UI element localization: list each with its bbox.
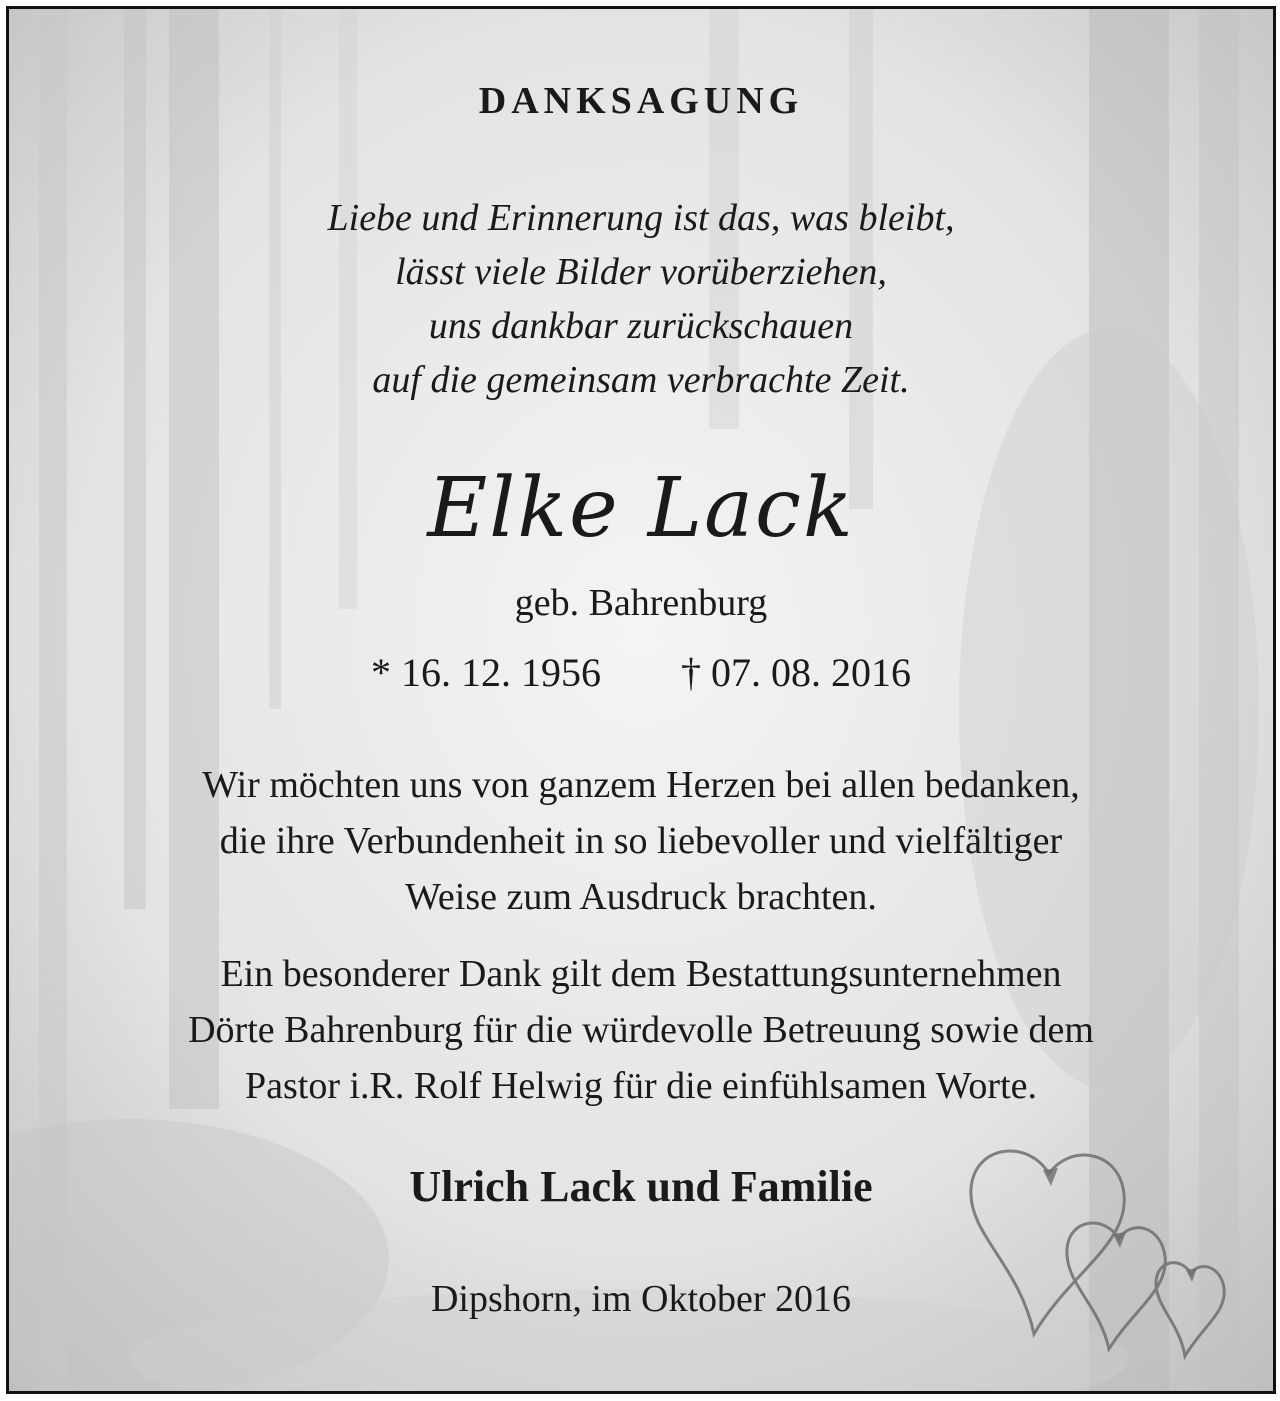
- poem-line: auf die gemeinsam verbrachte Zeit.: [372, 359, 910, 401]
- birth-date: * 16. 12. 1956: [371, 650, 601, 695]
- maiden-name: geb. Bahrenburg: [514, 582, 768, 624]
- heading: DANKSAGUNG: [478, 80, 804, 122]
- paragraph-line: die ihre Verbundenheit in so liebevoller und vielfältiger: [219, 820, 1063, 862]
- obituary-card: [6, 6, 1276, 1394]
- three-hearts-icon: [959, 1134, 1259, 1364]
- paragraph-line: Dörte Bahrenburg für die würdevolle Betreuung sowie dem: [188, 1009, 1094, 1051]
- poem-line: lässt viele Bilder vorüberziehen,: [395, 251, 887, 293]
- poem-line: uns dankbar zurückschauen: [428, 305, 854, 347]
- paragraph-line: Wir möchten uns von ganzem Herzen bei allen bedanken,: [202, 764, 1080, 806]
- paragraph-line: Weise zum Ausdruck brachten.: [405, 876, 877, 918]
- paragraph-line: Pastor i.R. Rolf Helwig für die einfühlsamen Worte.: [245, 1065, 1037, 1107]
- signature: Ulrich Lack und Familie: [409, 1162, 873, 1211]
- deceased-name: Elke Lack: [427, 461, 855, 556]
- poem: [9, 191, 1273, 407]
- death-date: † 07. 08. 2016: [681, 650, 911, 695]
- thanks-paragraph: [9, 757, 1273, 925]
- poem-line: Liebe und Erinnerung ist das, was bleibt,: [327, 197, 955, 239]
- place-date: Dipshorn, im Oktober 2016: [430, 1278, 852, 1320]
- paragraph-line: Ein besonderer Dank gilt dem Bestattungsunternehmen: [220, 953, 1062, 995]
- special-thanks-paragraph: [9, 946, 1273, 1114]
- life-dates: [9, 649, 1273, 696]
